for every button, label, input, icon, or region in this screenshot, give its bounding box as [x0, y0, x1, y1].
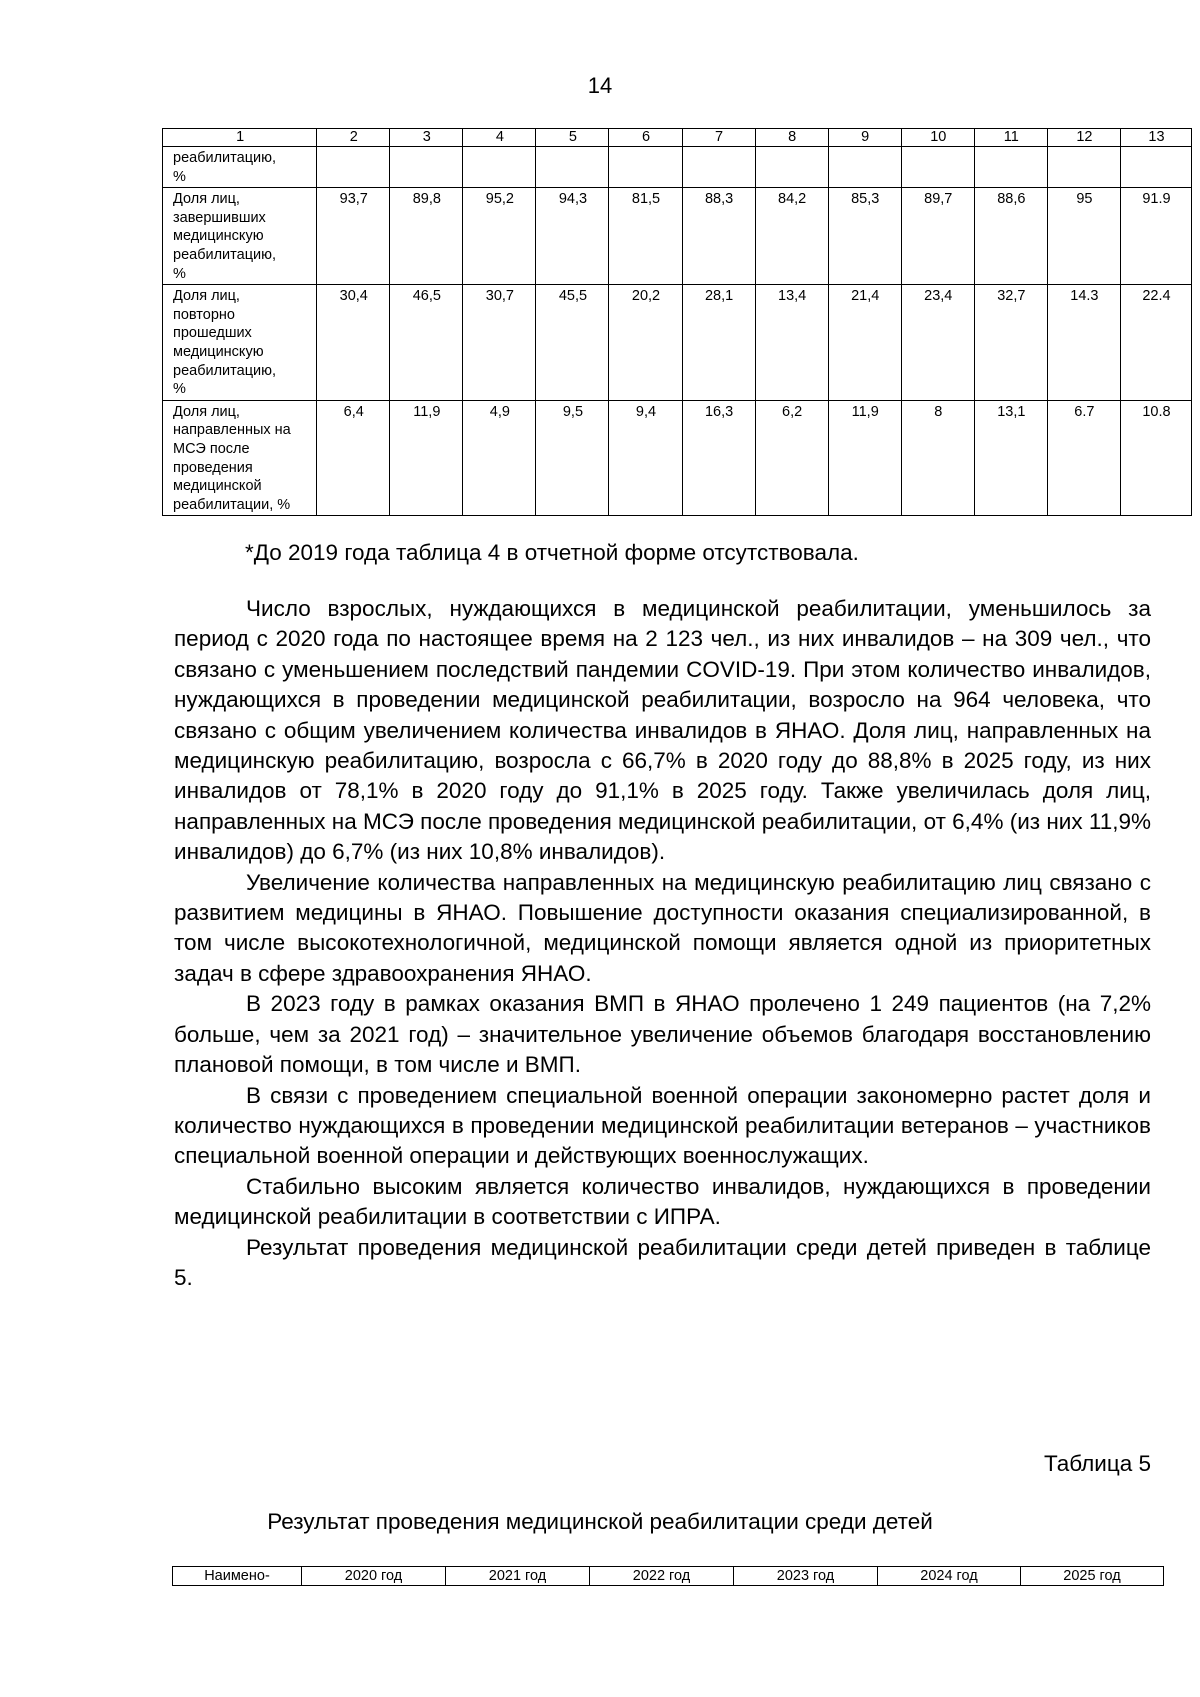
table-4-cell: 95,2: [463, 188, 536, 285]
table-4-cell: [317, 147, 390, 188]
table-5-header-cell: 2021 год: [446, 1567, 590, 1586]
table-4-row-label-line: медицинскую: [173, 228, 264, 245]
table-4-row-label-line: %: [173, 168, 186, 185]
table-4-cell: 6,2: [755, 400, 828, 516]
table-5-header-row: [173, 1567, 1164, 1586]
table-4-row: [163, 188, 1192, 285]
table-4-cell: [682, 147, 755, 188]
table-4-row-label-line: реабилитацию,: [173, 362, 277, 379]
table-4-header-cell: 1: [163, 129, 317, 147]
table-4-cell: 46,5: [390, 285, 463, 401]
table-5-header-cell: 2020 год: [302, 1567, 446, 1586]
table-4-cell: 13,4: [755, 285, 828, 401]
table-4-row-label-line: медицинской: [173, 478, 262, 495]
table-4-cell: [609, 147, 682, 188]
table-5-header-cell: 2025 год: [1021, 1567, 1164, 1586]
table-4-row-label-line: Доля лиц,: [173, 288, 240, 305]
paragraph: Стабильно высоким является количество инвалидов, нуждающихся в проведении медицинской реабилитации в соответствии с ИПРА.: [174, 1173, 1151, 1230]
table-4-row-label: [163, 188, 317, 285]
table-5-header-cell: 2023 год: [734, 1567, 878, 1586]
table-4-row-label-line: МСЭ после: [173, 440, 250, 457]
table-4-cell: 32,7: [974, 285, 1047, 401]
table-4-cell: 11,9: [390, 400, 463, 516]
body-text: [174, 594, 1151, 1293]
table-4-row-label-line: %: [173, 381, 186, 398]
table-5-header-cell: 2024 год: [878, 1567, 1021, 1586]
table-4-row-label-line: завершивших: [173, 209, 266, 226]
table-4-row-label-line: реабилитацию,: [173, 246, 277, 263]
table-4-cell: 30,7: [463, 285, 536, 401]
table-4: [162, 128, 1192, 516]
table-4-header-cell: 13: [1120, 129, 1191, 147]
table-4-header-row: [163, 129, 1192, 147]
table-4-cell: [463, 147, 536, 188]
paragraph: Результат проведения медицинской реабилитации среди детей приведен в таблице 5.: [174, 1234, 1151, 1290]
table-4-cell: 89,7: [901, 188, 974, 285]
table-4-row-label-line: Доля лиц,: [173, 403, 240, 420]
table-4-cell: 22.4: [1120, 285, 1191, 401]
paragraph: Увеличение количества направленных на медицинскую реабилитацию лиц связано с развитием медицины в ЯНАО. Повышение доступности оказания специализированной, в том числе высокотехнологичной, медицинской помощи является одной из приоритетных задач в сфере здравоохранения ЯНАО.: [174, 869, 1151, 986]
table-4-cell: [828, 147, 901, 188]
table-4-cell: [1120, 147, 1191, 188]
table-4-cell: 95: [1047, 188, 1120, 285]
table-4-row-label-line: медицинскую: [173, 343, 264, 360]
table-5-header-cell: 2022 год: [590, 1567, 734, 1586]
table-4-cell: [974, 147, 1047, 188]
table-4-row: [163, 147, 1192, 188]
table-4-row-label-line: %: [173, 265, 186, 282]
table-4-cell: 14.3: [1047, 285, 1120, 401]
paragraph: В 2023 году в рамках оказания ВМП в ЯНАО пролечено 1 249 пациентов (на 7,2% больше, чем за 2021 год) – значительное увеличение объемов благодаря восстановлению плановой помощи, в том числе и ВМП.: [174, 991, 1151, 1078]
table-4-cell: 9,4: [609, 400, 682, 516]
table-4-cell: 89,8: [390, 188, 463, 285]
table-4-row: [163, 285, 1192, 401]
table-4-footnote: *До 2019 года таблица 4 в отчетной форме отсутствовала.: [245, 540, 859, 565]
table-4-cell: 81,5: [609, 188, 682, 285]
table-4-cell: 9,5: [536, 400, 609, 516]
table-4-cell: 85,3: [828, 188, 901, 285]
table-4-header-cell: 6: [609, 129, 682, 147]
table-4-row-label: [163, 147, 317, 188]
table-4-header-cell: 9: [828, 129, 901, 147]
table-4-cell: 91.9: [1120, 188, 1191, 285]
table-4-row-label-line: Доля лиц,: [173, 191, 240, 208]
table-4-row-label-line: реабилитации, %: [173, 496, 291, 513]
table-4-cell: 45,5: [536, 285, 609, 401]
table-5-title: Результат проведения медицинской реабилитации среди детей: [267, 1509, 933, 1534]
table-5-header-cell: Наимено-: [173, 1567, 302, 1586]
table-4-cell: 8: [901, 400, 974, 516]
table-4-cell: 21,4: [828, 285, 901, 401]
page-number: 14: [587, 73, 613, 98]
table-4-cell: 94,3: [536, 188, 609, 285]
table-5-caption: Таблица 5: [1044, 1451, 1151, 1476]
table-4-cell: [390, 147, 463, 188]
table-4-row-label-line: проведения: [173, 459, 253, 476]
table-4-cell: 16,3: [682, 400, 755, 516]
table-4-cell: 13,1: [974, 400, 1047, 516]
table-4-header-cell: 3: [390, 129, 463, 147]
table-4-header-cell: 8: [755, 129, 828, 147]
table-4-row-label-line: прошедших: [173, 325, 252, 342]
table-4-cell: 10.8: [1120, 400, 1191, 516]
table-4-header-cell: 12: [1047, 129, 1120, 147]
table-4-row: [163, 400, 1192, 516]
table-4-row-label: [163, 285, 317, 401]
table-5: [172, 1566, 1164, 1586]
table-4-row-label-line: повторно: [173, 306, 235, 323]
table-4-cell: 84,2: [755, 188, 828, 285]
table-4-cell: [1047, 147, 1120, 188]
table-4-cell: 6,4: [317, 400, 390, 516]
table-4-header-cell: 10: [901, 129, 974, 147]
table-4-cell: 30,4: [317, 285, 390, 401]
table-4-cell: [536, 147, 609, 188]
table-4-cell: 88,6: [974, 188, 1047, 285]
table-4-cell: 4,9: [463, 400, 536, 516]
table-4-row-label: [163, 400, 317, 516]
paragraph: Число взрослых, нуждающихся в медицинской реабилитации, уменьшилось за период с 2020 года по настоящее время на 2 123 чел., из них инвалидов – на 309 чел., что связано с уменьшением последствий пандемии COVID-19. При этом количество инвалидов, нуждающихся в проведении медицинской реабилитации, возросло на 964 человека, что связано с общим увеличением количества инвалидов в ЯНАО. Доля лиц, направленных на медицинскую реабилитацию, возросла с 66,7% в 2020 году до 88,8% в 2025 году, из них инвалидов от 78,1% в 2020 году до 91,1% в 2025 году. Также увеличилась доля лиц, направленных на МСЭ после проведения медицинской реабилитации, от 6,4% (из них 11,9% инвалидов) до 6,7% (из них 10,8% инвалидов).: [174, 596, 1151, 865]
table-4-cell: 88,3: [682, 188, 755, 285]
table-4-header-cell: 5: [536, 129, 609, 147]
table-4-cell: [901, 147, 974, 188]
paragraph: В связи с проведением специальной военной операции закономерно растет доля и количество нуждающихся в проведении медицинской реабилитации ветеранов – участников специальной военной операции и действующих военнослужащих.: [174, 1082, 1151, 1169]
table-4-cell: [755, 147, 828, 188]
table-4-header-cell: 2: [317, 129, 390, 147]
table-4-row-label-line: направленных на: [173, 422, 291, 439]
table-4-cell: 6.7: [1047, 400, 1120, 516]
table-4-header-cell: 4: [463, 129, 536, 147]
table-4-cell: 23,4: [901, 285, 974, 401]
table-4-row-label-line: реабилитацию,: [173, 150, 277, 166]
table-4-header-cell: 7: [682, 129, 755, 147]
table-4-cell: 20,2: [609, 285, 682, 401]
table-4-cell: 93,7: [317, 188, 390, 285]
table-4-cell: 11,9: [828, 400, 901, 516]
table-4-header-cell: 11: [974, 129, 1047, 147]
table-4-cell: 28,1: [682, 285, 755, 401]
